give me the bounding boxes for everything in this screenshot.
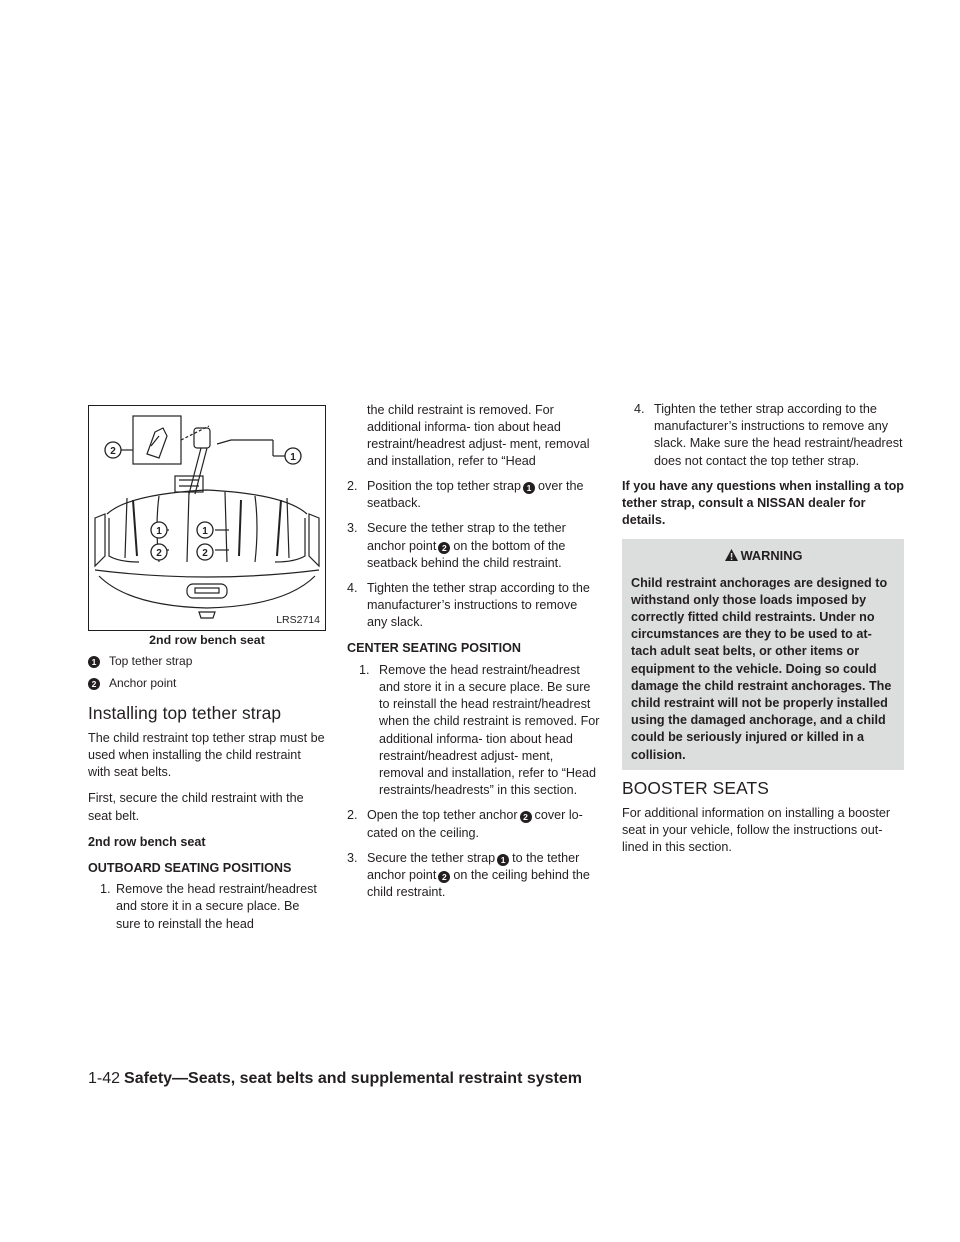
step-text — [116, 881, 326, 932]
subheading: OUTBOARD SEATING POSITIONS — [88, 861, 292, 876]
step-text — [367, 478, 601, 512]
section-title: Installing top tether strap — [88, 702, 282, 723]
step-number: 2. — [347, 808, 358, 823]
seat-illustration — [88, 405, 326, 631]
rear-seat-diagram — [89, 406, 325, 630]
callout-text: 1 — [156, 526, 162, 537]
subheading: CENTER SEATING POSITION — [347, 640, 521, 655]
paragraph: First, secure the child restraint with the seat belt. — [88, 791, 304, 823]
callout-text: 2 — [156, 548, 162, 559]
warning-title: WARNING — [740, 548, 803, 564]
step-text: Tighten the tether strap according to the manufacturer’s instructions to remove any slack. Make sure the head restraint/headrest does not contact the top tether strap. — [654, 402, 903, 468]
step-continuation — [367, 401, 601, 470]
legend-item — [88, 675, 326, 692]
step-number: 4. — [634, 402, 645, 416]
step-continuation-text: the child restraint is removed. For additional informa- tion about head restraint/headrest adjust- ment, removal and installation, refer to “Head — [367, 402, 590, 469]
warning-header — [631, 547, 895, 564]
step-text — [367, 850, 601, 902]
step-item — [634, 401, 904, 470]
paragraph: The child restraint top tether strap must be used when installing the child restraint with seat belts. — [88, 730, 325, 780]
callout-text: 1 — [290, 452, 296, 463]
step-text-b: to the tether anchor point — [367, 850, 580, 883]
middle-column — [347, 401, 601, 909]
page-number: 1-42 — [88, 1070, 121, 1087]
figure-caption: 2nd row bench seat — [149, 633, 265, 647]
step-text-b: over the seatback. — [367, 479, 584, 511]
step-text-a: Secure the tether strap — [367, 850, 496, 865]
number-2-icon: 2 — [438, 542, 450, 554]
step-item — [347, 850, 601, 902]
step-item — [347, 580, 601, 632]
number-1-icon: 1 — [88, 656, 100, 668]
step-number: 2. — [347, 479, 358, 493]
warning-triangle-icon — [724, 548, 739, 562]
callout-text: 1 — [202, 526, 208, 537]
step-number: 1. — [359, 662, 370, 677]
legend — [88, 653, 326, 692]
step-text-a: Secure the tether strap to the tether anchor point — [367, 521, 566, 553]
number-2-icon: 2 — [88, 678, 100, 690]
step-text-content: Remove the head restraint/headrest and store it in a secure place. Be sure to reinstall the head — [116, 882, 317, 931]
step-text-c: on the ceiling behind the child restraint. — [367, 868, 590, 900]
number-1-icon: 1 — [497, 854, 509, 866]
callout-text: 2 — [202, 548, 208, 559]
step-number: 3. — [347, 521, 358, 536]
step-text-b: on the bottom of the seatback behind the child restraint. — [367, 538, 566, 570]
chapter-title: Safety—Seats, seat belts and supplemental restraint system — [124, 1070, 582, 1087]
step-text-b: cover lo- cated on the ceiling. — [367, 808, 583, 840]
step-item — [347, 520, 601, 572]
step-text — [367, 520, 601, 572]
step-text-a: Open the top tether anchor — [367, 808, 518, 823]
dealer-note: If you have any questions when installing a top tether strap, consult a NISSAN dealer for details. — [622, 478, 905, 528]
right-column — [622, 401, 904, 866]
left-column — [88, 405, 326, 932]
number-2-icon: 2 — [438, 871, 450, 883]
step-text-a: Position the top tether strap — [367, 479, 522, 493]
page-footer — [88, 1070, 582, 1088]
subheading: 2nd row bench seat — [88, 834, 206, 849]
callout-text: 2 — [110, 446, 116, 457]
step-item — [359, 662, 601, 800]
step-text: Remove the head restraint/headrest and store it in a secure place. Be sure to reinstall the head restraint/headrest when the child restraint is removed. For additional informa- tion about head restraint/headrest adjust- ment, removal and installation, refer to “Head restraints/headrests” in this section. — [379, 662, 600, 798]
warning-box — [622, 539, 904, 769]
legend-item — [88, 653, 326, 670]
step-number: 3. — [347, 850, 358, 865]
step-item — [347, 807, 601, 841]
section-title: BOOSTER SEATS — [622, 777, 769, 798]
paragraph: For additional information on installing a booster seat in your vehicle, follow the instructions out- lined in this section. — [622, 806, 891, 855]
step-text: Tighten the tether strap according to the manufacturer’s instructions to remove any slack. — [367, 581, 590, 630]
step-item — [100, 881, 326, 932]
step-item — [347, 478, 601, 512]
figure-code: LRS2714 — [274, 612, 322, 629]
warning-body: Child restraint anchorages are designed to withstand only those loads imposed by correctly fitted child restraints. Under no circumstances are they to be used to at- tach adult seat belts, or other items or equipment to the vehicle. Doing so could damage the child restraint anchorages. The child restraint will not be properly installed using the damaged anchorage, and a child could be seriously injured or killed in a collision. — [631, 575, 892, 762]
step-number: 4. — [347, 581, 358, 596]
step-text — [367, 807, 601, 841]
legend-label: Anchor point — [109, 676, 177, 691]
step-number: 1. — [100, 882, 111, 897]
number-2-icon: 2 — [520, 811, 532, 823]
number-1-icon: 1 — [523, 482, 535, 494]
legend-label: Top tether strap — [109, 654, 193, 669]
